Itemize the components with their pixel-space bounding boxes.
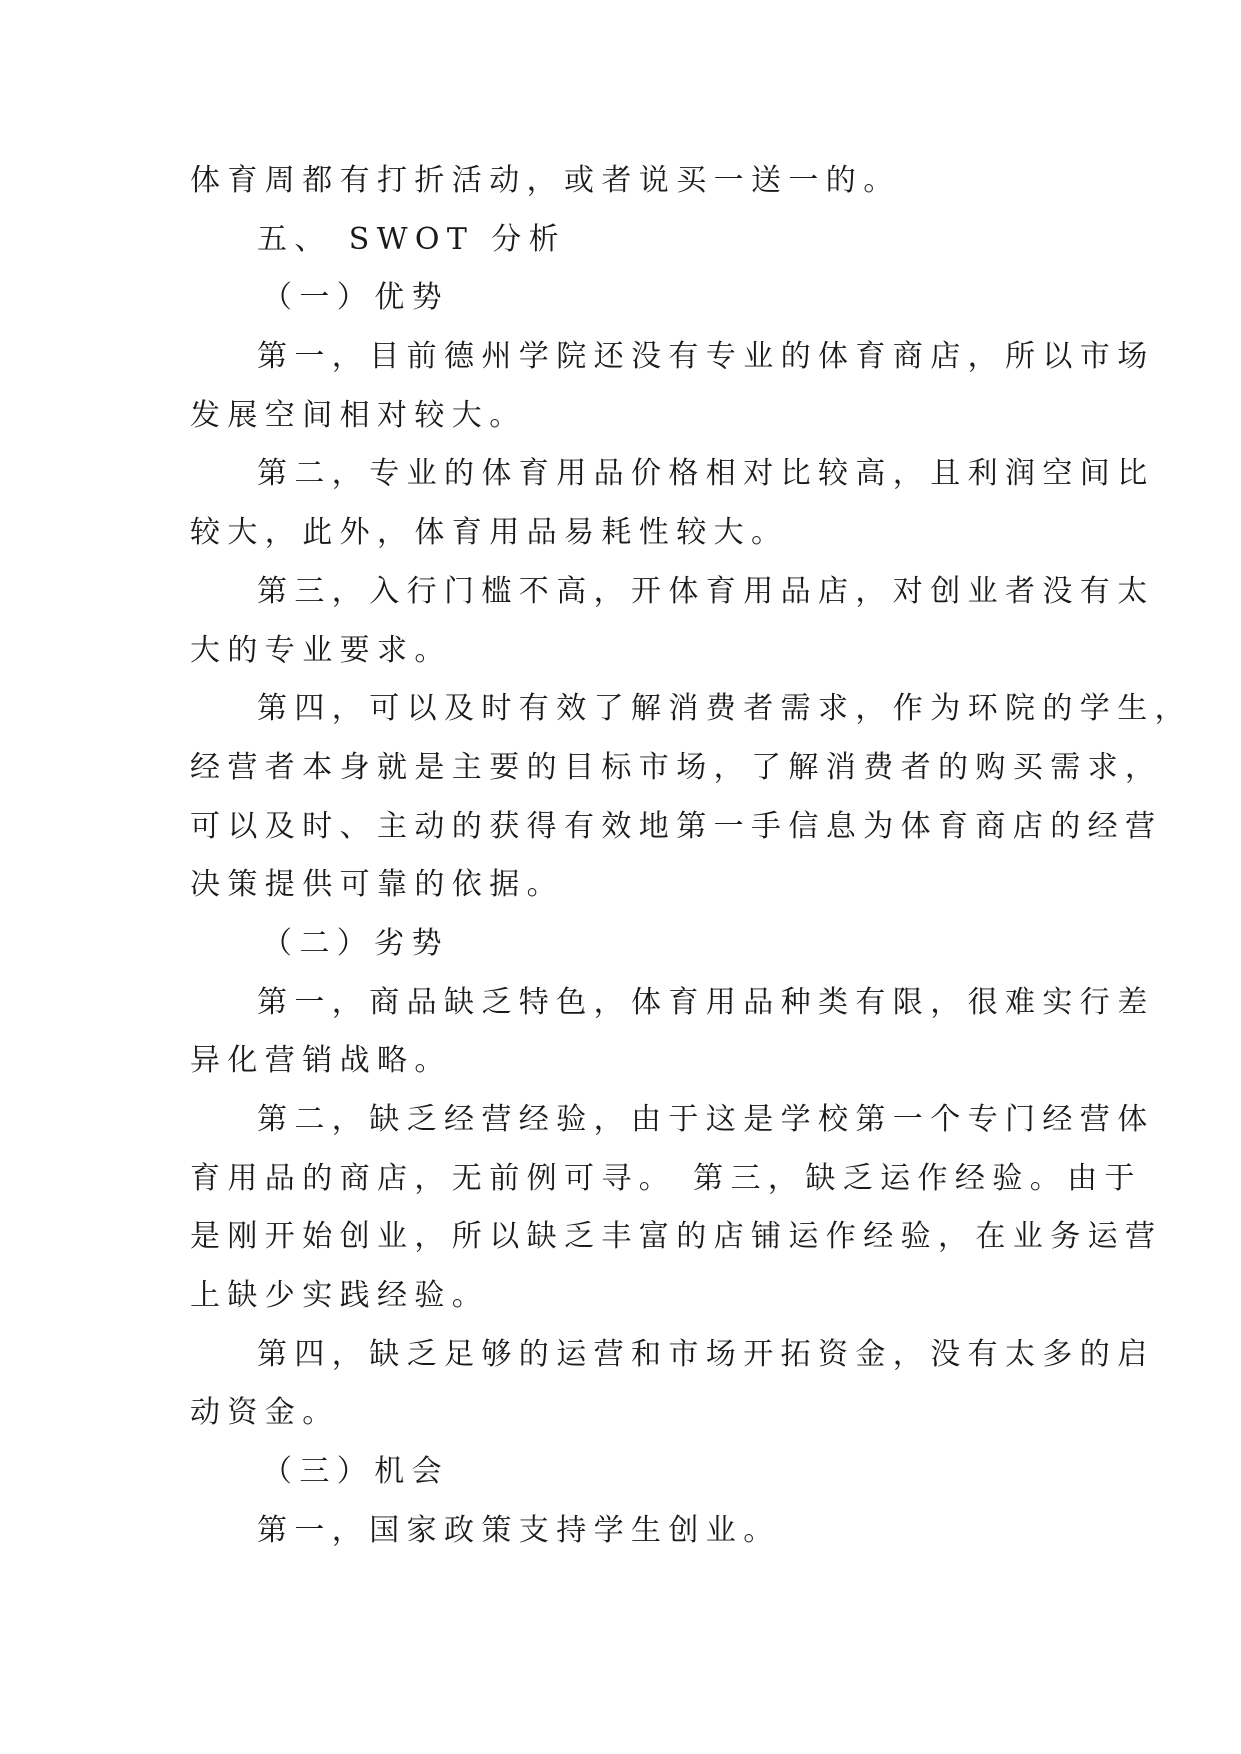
paragraph-line: 决策提供可靠的依据。 [190, 867, 564, 903]
paragraph-line: 体育周都有打折活动，或者说买一送一的。 [190, 163, 901, 198]
sub-heading-strengths: （一）优势 [262, 280, 449, 316]
paragraph-line: 动资金。 [190, 1395, 340, 1431]
paragraph-line: 育用品的商店，无前例可寻。 第三，缺乏运作经验。由于 [190, 1160, 1142, 1196]
paragraph-line: 第二，专业的体育用品价格相对比较高，且利润空间比 [257, 456, 1155, 492]
document-body [190, 152, 1192, 1561]
paragraph-line: 第二，缺乏经营经验，由于这是学校第一个专门经营体 [257, 1102, 1155, 1137]
paragraph-line: 经营者本身就是主要的目标市场，了解消费者的购买需求， [190, 749, 1163, 785]
paragraph-line: 第四，缺乏足够的运营和市场开拓资金，没有太多的启 [257, 1336, 1155, 1372]
section-heading-swot: 五、 SWOT 分析 [257, 221, 567, 257]
paragraph-line: 异化营销战略。 [190, 1043, 452, 1079]
paragraph-line: 上缺少实践经验。 [190, 1278, 490, 1314]
paragraph-line: 较大，此外，体育用品易耗性较大。 [190, 515, 789, 551]
sub-heading-weaknesses: （二）劣势 [262, 925, 449, 961]
paragraph-line: 可以及时、主动的获得有效地第一手信息为体育商店的经营 [190, 808, 1163, 844]
paragraph-line: 第一，国家政策支持学生创业。 [257, 1512, 781, 1548]
paragraph-line: 发展空间相对较大。 [190, 397, 527, 433]
paragraph-line: 第一，商品缺乏特色，体育用品种类有限，很难实行差 [257, 984, 1155, 1020]
paragraph-line: 第四，可以及时有效了解消费者需求，作为环院的学生， [257, 691, 1192, 727]
paragraph-line: 第一，目前德州学院还没有专业的体育商店，所以市场 [257, 339, 1155, 375]
paragraph-line: 大的专业要求。 [190, 632, 452, 668]
paragraph-line: 是刚开始创业，所以缺乏丰富的店铺运作经验，在业务运营 [190, 1219, 1163, 1255]
paragraph-line: 第三，入行门槛不高，开体育用品店，对创业者没有太 [257, 573, 1155, 609]
sub-heading-opportunities: （三）机会 [262, 1454, 449, 1490]
